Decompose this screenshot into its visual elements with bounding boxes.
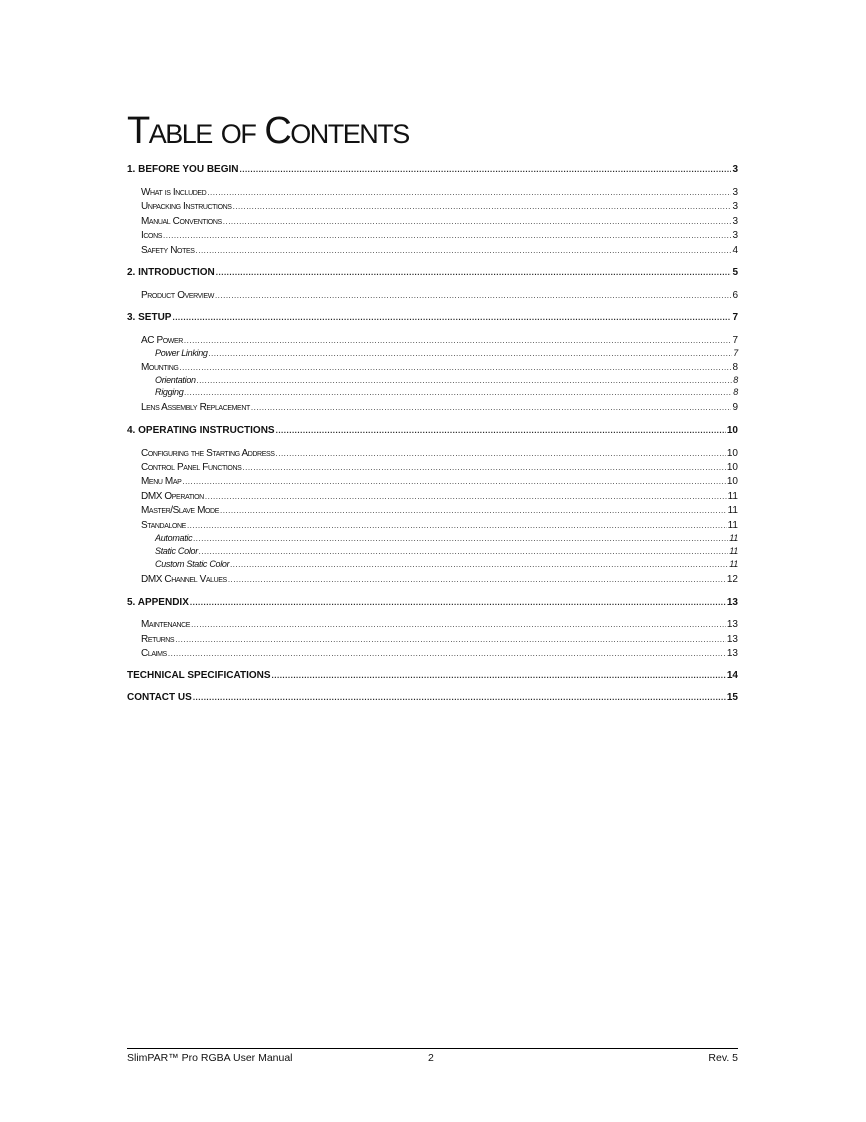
toc-entry-introduction[interactable]	[127, 266, 738, 279]
toc-entry-page: 12	[726, 574, 738, 585]
toc-entry-page: 11	[727, 520, 738, 531]
toc-entry-setup[interactable]	[127, 311, 738, 324]
toc-entry-unpacking-instructions[interactable]	[141, 200, 738, 213]
toc-entry-label: Standalone	[141, 520, 186, 531]
toc-entry-label: 2. INTRODUCTION	[127, 267, 215, 278]
dot-leader	[230, 559, 728, 570]
toc-entry-power-linking[interactable]	[155, 348, 738, 359]
dot-leader	[196, 244, 732, 257]
toc-entry-standalone[interactable]	[141, 519, 738, 532]
toc-entry-label: What is Included	[141, 187, 207, 198]
toc-entry-label: Icons	[141, 230, 163, 241]
toc-entry-control-panel-functions[interactable]	[141, 461, 738, 474]
toc-entry-label: DMX Operation	[141, 491, 204, 502]
dot-leader	[240, 163, 732, 176]
toc-entry-label: Safety Notes	[141, 245, 195, 256]
toc-entry-page: 7	[732, 312, 738, 323]
dot-leader	[276, 447, 726, 460]
dot-leader	[179, 361, 731, 374]
toc-entry-label: Mounting	[141, 362, 179, 373]
toc-entry-technical-specifications[interactable]	[127, 669, 738, 682]
toc-entry-page: 3	[732, 216, 738, 227]
dot-leader	[223, 215, 732, 228]
toc-entry-page: 13	[726, 648, 738, 659]
toc-entry-maintenance[interactable]	[141, 618, 738, 631]
toc-entry-label: DMX Channel Values	[141, 574, 227, 585]
toc-entry-page: 7	[733, 348, 738, 358]
toc-entry-label: AC Power	[141, 335, 183, 346]
toc-entry-orientation[interactable]	[155, 375, 738, 386]
toc-entry-label: 1. BEFORE YOU BEGIN	[127, 164, 239, 175]
toc-entry-page: 11	[727, 491, 738, 502]
toc-entry-operating-instructions[interactable]	[127, 424, 738, 437]
toc-entry-custom-static-color[interactable]	[155, 559, 738, 570]
toc-entry-page: 8	[733, 375, 738, 385]
toc-entry-page: 10	[726, 448, 738, 459]
toc-entry-page: 13	[726, 619, 738, 630]
toc-entry-label: Master/Slave Mode	[141, 505, 219, 516]
toc-entry-dmx-operation[interactable]	[141, 490, 738, 503]
toc-entry-label: Custom Static Color	[155, 559, 230, 569]
toc-entry-page: 15	[726, 692, 738, 703]
toc-entry-label: Unpacking Instructions	[141, 201, 232, 212]
toc-entry-page: 3	[732, 164, 738, 175]
toc-entry-mounting[interactable]	[141, 361, 738, 374]
toc-entry-label: Automatic	[155, 533, 193, 543]
toc-entry-page: 5	[732, 267, 738, 278]
dot-leader	[216, 266, 732, 279]
toc-entry-page: 3	[732, 230, 738, 241]
dot-leader	[251, 401, 732, 414]
toc-entry-label: Lens Assembly Replacement	[141, 402, 250, 413]
toc-entry-appendix[interactable]	[127, 596, 738, 609]
dot-leader	[197, 375, 733, 386]
toc-entry-label: CONTACT US	[127, 692, 192, 703]
toc-entry-page: 11	[727, 505, 738, 516]
dot-leader	[175, 633, 726, 646]
toc-entry-label: Power Linking	[155, 348, 208, 358]
dot-leader	[272, 669, 726, 682]
toc-entry-page: 4	[732, 245, 738, 256]
toc-entry-page: 14	[726, 670, 738, 681]
dot-leader	[233, 200, 732, 213]
toc-entry-contact-us[interactable]	[127, 691, 738, 704]
toc-entry-icons[interactable]	[141, 229, 738, 242]
toc-entry-claims[interactable]	[141, 647, 738, 660]
toc-entry-label: Configuring the Starting Address	[141, 448, 275, 459]
dot-leader	[276, 424, 726, 437]
toc-entry-page: 11	[729, 533, 738, 543]
toc-entry-manual-conventions[interactable]	[141, 215, 738, 228]
toc-entry-label: Control Panel Functions	[141, 462, 242, 473]
toc-entry-page: 13	[726, 597, 738, 608]
toc-entry-page: 8	[732, 362, 738, 373]
toc-entry-page: 10	[726, 425, 738, 436]
dot-leader	[215, 289, 732, 302]
dot-leader	[199, 546, 728, 557]
toc-entry-product-overview[interactable]	[141, 289, 738, 302]
dot-leader	[193, 533, 728, 544]
dot-leader	[190, 596, 726, 609]
dot-leader	[220, 504, 727, 517]
toc-entry-menu-map[interactable]	[141, 475, 738, 488]
page-title: Table of Contents	[127, 110, 409, 152]
footer-rule	[127, 1048, 738, 1049]
toc-entry-what-is-included[interactable]	[141, 186, 738, 199]
toc-entry-safety-notes[interactable]	[141, 244, 738, 257]
toc-entry-label: Menu Map	[141, 476, 182, 487]
toc-entry-label: Claims	[141, 648, 167, 659]
toc-entry-label: TECHNICAL SPECIFICATIONS	[127, 670, 271, 681]
toc-entry-page: 9	[732, 402, 738, 413]
dot-leader	[193, 691, 726, 704]
toc-entry-page: 7	[732, 335, 738, 346]
dot-leader	[187, 519, 727, 532]
toc-entry-rigging[interactable]	[155, 387, 738, 398]
toc-entry-label: Returns	[141, 634, 175, 645]
toc-entry-page: 11	[729, 559, 738, 569]
dot-leader	[242, 461, 726, 474]
footer-document-title: SlimPAR™ Pro RGBA User Manual	[127, 1052, 293, 1064]
dot-leader	[207, 186, 731, 199]
toc-entry-lens-assembly-replacement[interactable]	[141, 401, 738, 414]
toc-entry-page: 10	[726, 476, 738, 487]
toc-entry-master-slave-mode[interactable]	[141, 504, 738, 517]
footer-revision: Rev. 5	[708, 1052, 738, 1064]
dot-leader	[209, 348, 733, 359]
dot-leader	[172, 311, 731, 324]
toc-entry-label: Static Color	[155, 546, 198, 556]
dot-leader	[228, 573, 726, 586]
toc-entry-automatic[interactable]	[155, 533, 738, 544]
dot-leader	[205, 490, 727, 503]
toc-entry-label: Maintenance	[141, 619, 191, 630]
footer-page-number: 2	[428, 1052, 434, 1064]
toc-entry-configuring-starting-address[interactable]	[141, 447, 738, 460]
toc-entry-page: 3	[732, 201, 738, 212]
dot-leader	[182, 475, 726, 488]
dot-leader	[168, 647, 726, 660]
toc-entry-label: Orientation	[155, 375, 196, 385]
dot-leader	[191, 618, 726, 631]
toc-entry-static-color[interactable]	[155, 546, 738, 557]
toc-entry-page: 6	[732, 290, 738, 301]
toc-entry-dmx-channel-values[interactable]	[141, 573, 738, 586]
toc-entry-page: 3	[732, 187, 738, 198]
toc-entry-label: Rigging	[155, 387, 184, 397]
toc-entry-label: Manual Conventions	[141, 216, 222, 227]
toc-entry-ac-power[interactable]	[141, 334, 738, 347]
toc-entry-page: 10	[726, 462, 738, 473]
toc-entry-label: 3. SETUP	[127, 312, 172, 323]
toc-entry-label: 4. OPERATING INSTRUCTIONS	[127, 425, 275, 436]
toc-entry-before-you-begin[interactable]	[127, 163, 738, 176]
dot-leader	[163, 229, 731, 242]
toc-entry-page: 8	[733, 387, 738, 397]
dot-leader	[184, 334, 732, 347]
toc-entry-returns[interactable]	[141, 633, 738, 646]
toc-entry-page: 13	[726, 634, 738, 645]
toc-entry-label: Product Overview	[141, 290, 214, 301]
toc-entry-label: 5. APPENDIX	[127, 597, 189, 608]
dot-leader	[184, 387, 732, 398]
toc-entry-page: 11	[729, 546, 738, 556]
